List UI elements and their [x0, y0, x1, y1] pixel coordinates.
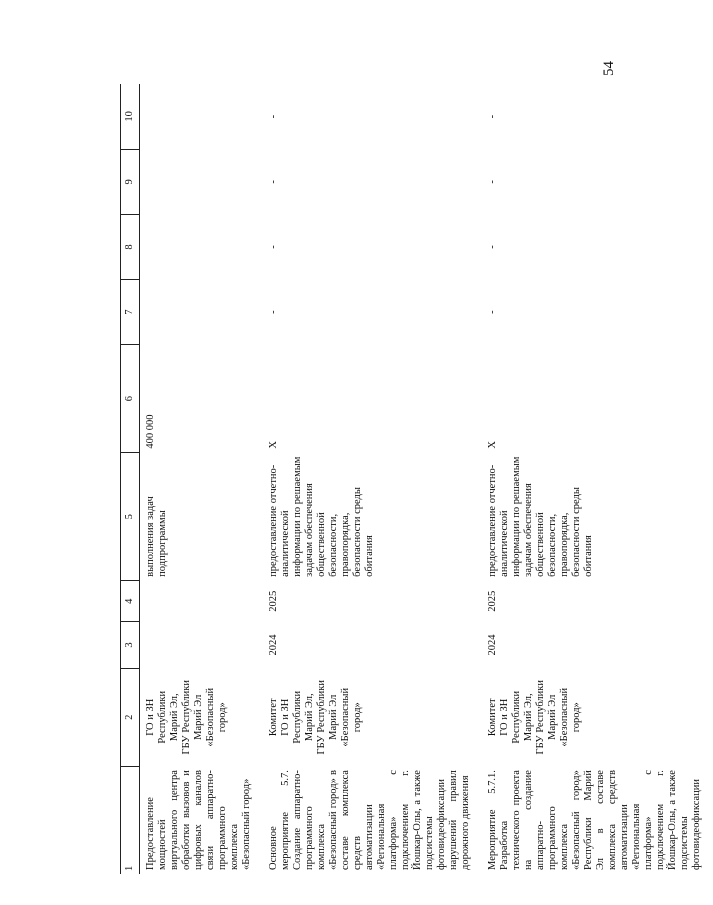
cell-executor: Комитет ГО и ЗН Республики Марий Эл, ГБУ Республики Марий Эл «Безопасный город» — [268, 680, 363, 755]
cell-end-year: 2025 — [487, 590, 498, 612]
cell-activity: Основное мероприятие 5.7. Создание аппаратно-программного комплекса «Безопасный город» в составе комплекса средств автоматизации «Региональная платформа» с подключением г. Йошкар-Олы, а также подсистемы фотовидеофиксации нарушений правил дорожного движения — [268, 770, 471, 870]
header-row — [121, 84, 140, 874]
cell-col6: X — [268, 440, 279, 449]
col-header-9: 9 — [121, 149, 140, 214]
col-header-6: 6 — [121, 345, 140, 453]
page-number: 54 — [601, 61, 617, 76]
col-header-1: 1 — [121, 766, 140, 874]
cell-col9: - — [268, 180, 279, 184]
col-header-4: 4 — [121, 581, 140, 622]
cell-col8 — [140, 214, 264, 279]
col-header-2: 2 — [121, 668, 140, 766]
cell-end-year — [140, 581, 264, 622]
cell-result: предоставление отчетно-аналитической информации по решаемым задачам обеспечения общественной безопасности, правопорядка, безопасности среды обитания — [268, 456, 375, 577]
cell-executor: ГО и ЗН Республики Марий Эл, ГБУ Республики Марий Эл «Безопасный город» — [145, 680, 228, 755]
cell-col10: - — [268, 114, 279, 119]
rotated-table-container — [120, 74, 702, 874]
cell-activity: Мероприятие 5.7.1. Разработка технического проекта на создание аппаратно-программного комплекса «Безопасный город» Республики Марий Эл в составе комплекса средств автоматизации «Региональная платформа» с подключением г. Йошкар-Олы, а также подсистемы фотовидеофиксации — [487, 770, 702, 870]
cell-result: выполнения задач подпрограммы — [145, 496, 168, 577]
cell-start-year — [140, 622, 264, 669]
cell-col7: - — [268, 310, 279, 314]
cell-col10: - — [487, 114, 498, 119]
cell-start-year: 2024 — [268, 634, 279, 656]
cell-col8: - — [487, 245, 498, 249]
cell-col7: - — [487, 310, 498, 314]
cell-col9: - — [487, 180, 498, 184]
col-header-8: 8 — [121, 214, 140, 279]
cell-col8: - — [268, 245, 279, 249]
col-header-7: 7 — [121, 280, 140, 345]
cell-col9 — [140, 149, 264, 214]
table-row — [482, 84, 713, 874]
table-row — [263, 84, 482, 874]
program-table — [120, 84, 713, 874]
cell-col6: X — [487, 440, 498, 449]
cell-result: предоставление отчетно-аналитической информации по решаемым задачам обеспечения общественной безопасности, правопорядка, безопасности среды обитания — [487, 456, 594, 577]
col-header-10: 10 — [121, 84, 140, 149]
table-row — [140, 84, 264, 874]
cell-col7 — [140, 280, 264, 345]
cell-start-year: 2024 — [487, 634, 498, 656]
cell-col10 — [140, 84, 264, 149]
cell-activity: Предоставление мощностей виртуального центра обработки вызовов и цифровых каналов связи аппаратно-программного комплекса «Безопасный город» — [145, 770, 252, 870]
cell-end-year: 2025 — [268, 590, 279, 612]
cell-executor: Комитет ГО и ЗН Республики Марий Эл, ГБУ Республики Марий Эл «Безопасный город» — [487, 680, 582, 755]
col-header-3: 3 — [121, 622, 140, 669]
col-header-5: 5 — [121, 453, 140, 581]
cell-col6: 400 000 — [145, 414, 156, 449]
